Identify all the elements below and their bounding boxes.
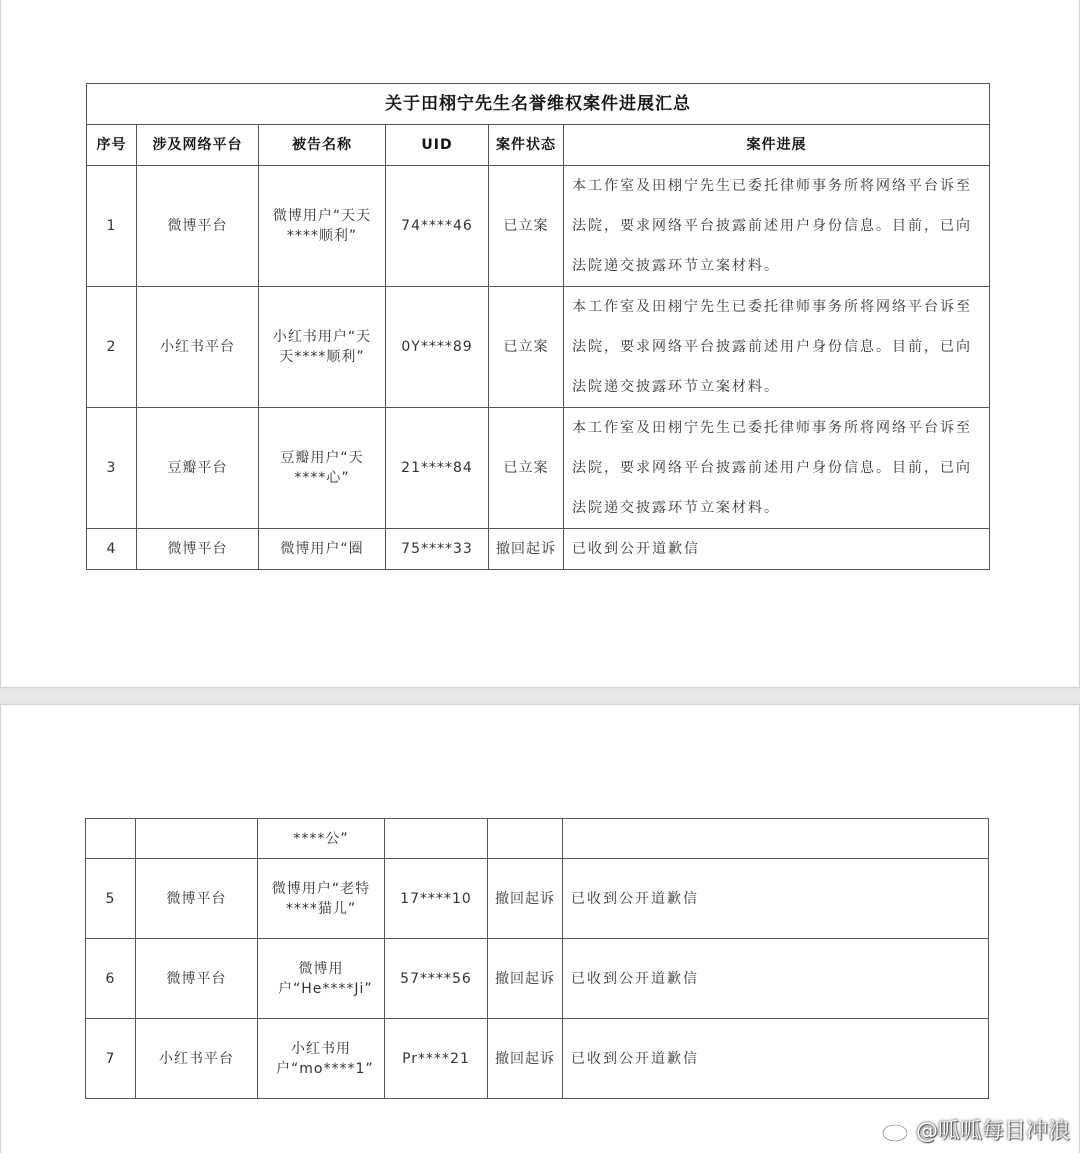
row-no: 4 xyxy=(87,529,137,570)
empty-cell xyxy=(563,819,989,859)
header-progress: 案件进展 xyxy=(564,125,990,166)
header-defendant: 被告名称 xyxy=(259,125,386,166)
row-no: 1 xyxy=(87,166,137,287)
row-uid: Pr****21 xyxy=(385,1019,488,1099)
table-row xyxy=(87,408,990,529)
row-defendant-continuation: ****公” xyxy=(258,819,385,859)
table-title: 关于田栩宁先生名誉维权案件进展汇总 xyxy=(87,84,990,125)
row-no: 3 xyxy=(87,408,137,529)
row-uid: 57****56 xyxy=(385,939,488,1019)
header-uid: UID xyxy=(386,125,489,166)
table-row xyxy=(86,859,989,939)
row-progress: 已收到公开道歉信 xyxy=(563,939,989,1019)
weibo-logo-icon xyxy=(880,1117,914,1143)
row-uid: 0Y****89 xyxy=(386,287,489,408)
row-status: 撤回起诉 xyxy=(488,939,563,1019)
row-progress: 已收到公开道歉信 xyxy=(564,529,990,570)
row-progress: 本工作室及田栩宁先生已委托律师事务所将网络平台诉至法院，要求网络平台披露前述用户身份信息。目前，已向法院递交披露环节立案材料。 xyxy=(564,166,990,287)
watermark xyxy=(880,1114,1070,1145)
row-platform: 微博平台 xyxy=(137,529,259,570)
table-row-continuation xyxy=(86,819,989,859)
page-gap xyxy=(0,688,1080,704)
header-no: 序号 xyxy=(87,125,137,166)
row-defendant: 微博用户“He****Ji” xyxy=(258,939,385,1019)
row-uid: 75****33 xyxy=(386,529,489,570)
row-defendant: 小红书用户“天天****顺利” xyxy=(259,287,386,408)
row-no: 7 xyxy=(86,1019,136,1099)
row-uid: 17****10 xyxy=(385,859,488,939)
empty-cell xyxy=(86,819,136,859)
header-status: 案件状态 xyxy=(489,125,564,166)
watermark-text: @呱呱每目冲浪 xyxy=(915,1119,1070,1144)
empty-cell xyxy=(385,819,488,859)
row-platform: 小红书平台 xyxy=(136,1019,258,1099)
case-summary-table-continued xyxy=(85,818,989,1099)
row-status: 已立案 xyxy=(489,408,564,529)
row-no: 5 xyxy=(86,859,136,939)
case-summary-table xyxy=(86,83,990,570)
header-platform: 涉及网络平台 xyxy=(137,125,259,166)
empty-cell xyxy=(488,819,563,859)
row-platform: 豆瓣平台 xyxy=(137,408,259,529)
row-defendant: 微博用户“圈 xyxy=(259,529,386,570)
row-status: 撤回起诉 xyxy=(488,1019,563,1099)
row-platform: 微博平台 xyxy=(137,166,259,287)
row-progress: 本工作室及田栩宁先生已委托律师事务所将网络平台诉至法院，要求网络平台披露前述用户身份信息。目前，已向法院递交披露环节立案材料。 xyxy=(564,408,990,529)
row-status: 已立案 xyxy=(489,287,564,408)
table-row xyxy=(86,1019,989,1099)
row-platform: 微博平台 xyxy=(136,939,258,1019)
row-platform: 小红书平台 xyxy=(137,287,259,408)
row-uid: 74****46 xyxy=(386,166,489,287)
row-defendant: 微博用户“老特****猫儿” xyxy=(258,859,385,939)
row-progress: 已收到公开道歉信 xyxy=(563,1019,989,1099)
row-platform: 微博平台 xyxy=(136,859,258,939)
row-no: 6 xyxy=(86,939,136,1019)
row-status: 撤回起诉 xyxy=(488,859,563,939)
row-no: 2 xyxy=(87,287,137,408)
row-status: 撤回起诉 xyxy=(489,529,564,570)
row-progress: 本工作室及田栩宁先生已委托律师事务所将网络平台诉至法院，要求网络平台披露前述用户身份信息。目前，已向法院递交披露环节立案材料。 xyxy=(564,287,990,408)
table-header-row xyxy=(87,125,990,166)
table-row xyxy=(87,529,990,570)
row-defendant: 豆瓣用户“天****心” xyxy=(259,408,386,529)
row-defendant: 小红书用户“mo****1” xyxy=(258,1019,385,1099)
row-status: 已立案 xyxy=(489,166,564,287)
row-progress: 已收到公开道歉信 xyxy=(563,859,989,939)
empty-cell xyxy=(136,819,258,859)
row-defendant: 微博用户“天天****顺利” xyxy=(259,166,386,287)
row-uid: 21****84 xyxy=(386,408,489,529)
table-row xyxy=(87,166,990,287)
table-row xyxy=(86,939,989,1019)
table-row xyxy=(87,287,990,408)
